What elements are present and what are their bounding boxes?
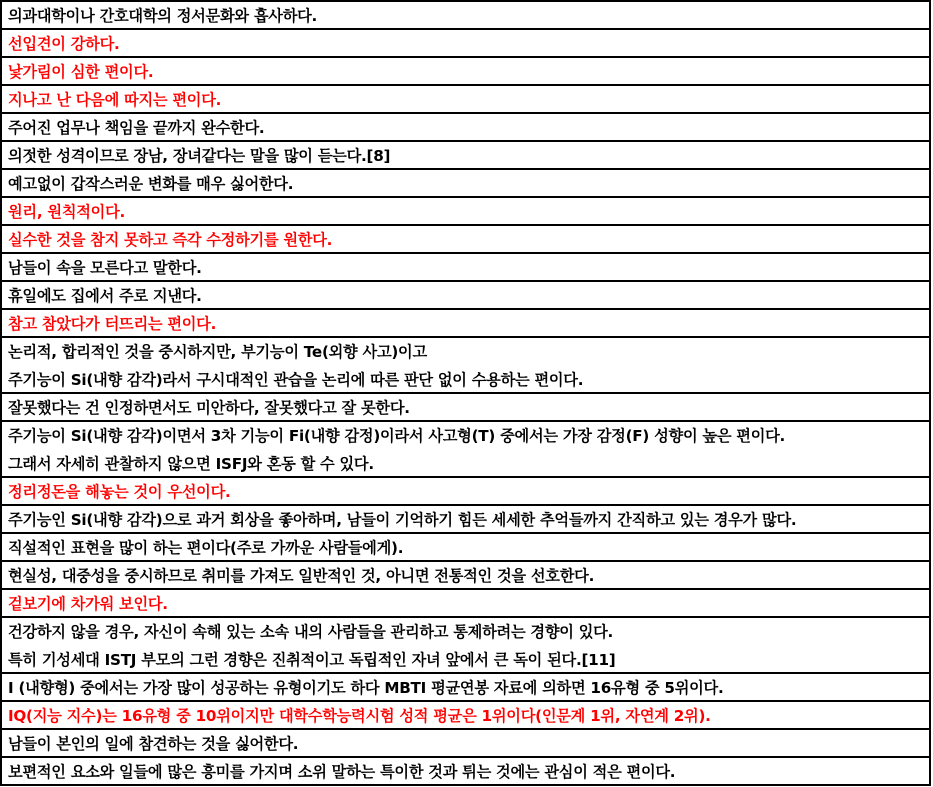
row-text: 선입견이 강하다. xyxy=(8,35,120,53)
row-text: I (내향형) 중에서는 가장 많이 성공하는 유형이기도 하다 MBTI 평균연봉 자료에 의하면 16유형 중 5위이다. xyxy=(8,679,724,697)
row-text: 논리적, 합리적인 것을 중시하지만, 부기능이 Te(외향 사고)이고 xyxy=(8,343,427,361)
table-row xyxy=(2,674,929,702)
table-row xyxy=(2,730,929,758)
row-text: 정리정돈을 해놓는 것이 우선이다. xyxy=(8,483,231,501)
table-row xyxy=(2,86,929,114)
table-row xyxy=(2,254,929,282)
row-text: 주기능인 Si(내향 감각)으로 과거 회상을 좋아하며, 남들이 기억하기 힘든 세세한 추억들까지 간직하고 있는 경우가 많다. xyxy=(8,511,797,529)
table-row xyxy=(2,534,929,562)
table-row xyxy=(2,422,929,478)
table-row xyxy=(2,758,929,786)
row-text: 의과대학이나 간호대학의 정서문화와 흡사하다. xyxy=(8,7,318,25)
table-row xyxy=(2,338,929,394)
table-row xyxy=(2,478,929,506)
table-row xyxy=(2,114,929,142)
row-text: IQ(지능 지수)는 16유형 중 10위이지만 대학수학능력시험 성적 평균은 1위이다(인문계 1위, 자연계 2위). xyxy=(8,707,711,725)
table-row xyxy=(2,618,929,674)
row-text: 의젓한 성격이므로 장남, 장녀같다는 말을 많이 듣는다.[8] xyxy=(8,147,391,165)
row-text: 보편적인 요소와 일들에 많은 흥미를 가지며 소위 말하는 특이한 것과 튀는 것에는 관심이 적은 편이다. xyxy=(8,763,676,781)
row-text: 주어진 업무나 책임을 끝까지 완수한다. xyxy=(8,119,265,137)
table-row xyxy=(2,282,929,310)
row-text: 휴일에도 집에서 주로 지낸다. xyxy=(8,287,202,305)
row-text: 주기능이 Si(내향 감각)라서 구시대적인 관습을 논리에 따른 판단 없이 수용하는 편이다. xyxy=(8,371,584,389)
row-text: 겉보기에 차가워 보인다. xyxy=(8,595,168,613)
table-row xyxy=(2,590,929,618)
table-row xyxy=(2,506,929,534)
table-row xyxy=(2,702,929,730)
row-text: 잘못했다는 건 인정하면서도 미안하다, 잘못했다고 잘 못한다. xyxy=(8,399,410,417)
row-text: 원리, 원칙적이다. xyxy=(8,203,126,221)
table-row xyxy=(2,226,929,254)
table-row xyxy=(2,394,929,422)
table-row xyxy=(2,170,929,198)
table-row xyxy=(2,198,929,226)
row-text: 직설적인 표현을 많이 하는 편이다(주로 가까운 사람들에게). xyxy=(8,539,404,557)
row-text: 남들이 속을 모른다고 말한다. xyxy=(8,259,202,277)
row-text: 낯가림이 심한 편이다. xyxy=(8,63,154,81)
row-text: 건강하지 않을 경우, 자신이 속해 있는 소속 내의 사람들을 관리하고 통제하려는 경향이 있다. xyxy=(8,623,614,641)
row-text: 그래서 자세히 관찰하지 않으면 ISFJ와 혼동 할 수 있다. xyxy=(8,455,374,473)
table-row xyxy=(2,142,929,170)
table-row xyxy=(2,310,929,338)
row-text: 현실성, 대중성을 중시하므로 취미를 가져도 일반적인 것, 아니면 전통적인 것을 선호한다. xyxy=(8,567,595,585)
row-text: 예고없이 갑작스러운 변화를 매우 싫어한다. xyxy=(8,175,294,193)
table-row xyxy=(2,30,929,58)
row-text: 지나고 난 다음에 따지는 편이다. xyxy=(8,91,222,109)
row-text: 주기능이 Si(내향 감각)이면서 3차 기능이 Fi(내향 감정)이라서 사고형(T) 중에서는 가장 감정(F) 성향이 높은 편이다. xyxy=(8,427,786,445)
row-text: 참고 참았다가 터뜨리는 편이다. xyxy=(8,315,217,333)
table-row xyxy=(2,2,929,30)
row-text: 실수한 것을 참지 못하고 즉각 수정하기를 원한다. xyxy=(8,231,333,249)
row-text: 특히 기성세대 ISTJ 부모의 그런 경향은 진취적이고 독립적인 자녀 앞에서 큰 독이 된다.[11] xyxy=(8,651,616,669)
table-row xyxy=(2,58,929,86)
row-text: 남들이 본인의 일에 참견하는 것을 싫어한다. xyxy=(8,735,299,753)
table-row xyxy=(2,562,929,590)
